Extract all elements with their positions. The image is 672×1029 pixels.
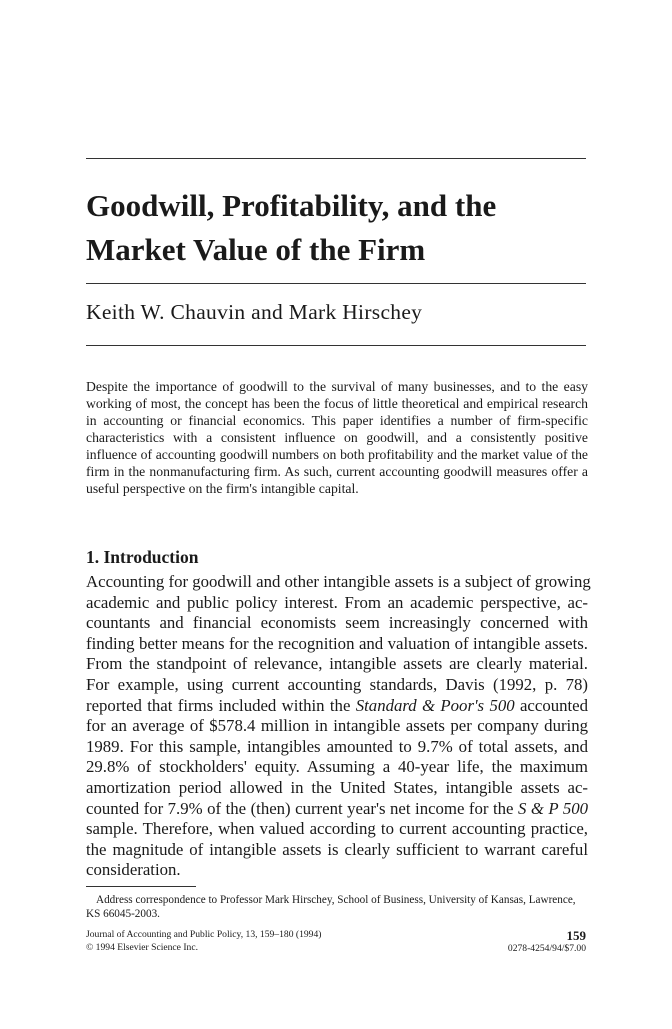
footnote: Address correspondence to Professor Mark Hirschey, School of Business, University of Kansas, Lawrence, KS 66045-2003. — [86, 894, 576, 920]
body-line: From the standpoint of relevance, intangible assets are clearly material. — [86, 654, 588, 674]
body-line: the magnitude of intangible assets is clearly sufficient to warrant careful — [86, 839, 588, 859]
introduction-body — [86, 572, 591, 881]
page-number: 159 — [566, 928, 586, 943]
body-line — [86, 696, 588, 717]
title-rule — [86, 283, 586, 284]
body-line: amortization period allowed in the United States, intangible assets ac- — [86, 777, 588, 797]
title-line-2: Market Value of the Firm — [86, 232, 426, 267]
top-rule — [86, 158, 586, 159]
title-line-1: Goodwill, Profitability, and the — [86, 188, 497, 223]
body-line — [86, 799, 588, 820]
body-text-segment: counted for 7.9% of the (then) current year's net income for the — [86, 798, 518, 818]
sp500-italic: S & P 500 — [517, 798, 588, 818]
copyright-line: © 1994 Elsevier Science Inc. — [86, 941, 198, 953]
article-title — [86, 184, 606, 272]
issn: 0278-4254/94/$7.00 — [507, 943, 586, 954]
body-line: 29.8% of stockholders' equity. Assuming a 40-year life, the maximum — [86, 757, 588, 777]
body-line: sample. Therefore, when valued according to current accounting practice, — [86, 819, 588, 839]
body-line: for an average of $578.4 million in intangible assets per company during — [86, 716, 588, 736]
body-line: consideration. — [86, 860, 181, 880]
body-line: For example, using current accounting standards, Davis (1992, p. 78) — [86, 674, 588, 694]
journal-citation — [86, 929, 321, 954]
body-line: academic and public policy interest. From an academic perspective, ac- — [86, 592, 588, 612]
abstract: Despite the importance of goodwill to the survival of many businesses, and to the easy working of most, the concept has been the focus of little theoretical and empirical research in accounting or financial economics. This paper identifies a number of firm-specific characteristics with a consistent influence on goodwill, and a consistently positive influence of accounting goodwill numbers on both profitability and the market value of the firm in the nonmanufacturing firm. As such, current accounting goodwill measures offer a useful perspective on the firm's intangible capital. — [86, 379, 588, 496]
footnote-rule — [86, 886, 196, 887]
body-text-segment: reported that firms included within the — [86, 695, 356, 715]
author-rule — [86, 345, 586, 346]
body-line: Accounting for goodwill and other intangible assets is a subject of growing — [86, 572, 591, 591]
body-line: 1989. For this sample, intangibles amounted to 9.7% of total assets, and — [86, 736, 588, 756]
body-text-segment: accounted — [514, 695, 588, 715]
sp500-italic: Standard & Poor's 500 — [355, 695, 515, 715]
body-line: finding better means for the recognition and valuation of intangible assets. — [86, 633, 588, 653]
authors: Keith W. Chauvin and Mark Hirschey — [86, 300, 423, 324]
section-heading-introduction: 1. Introduction — [86, 547, 199, 567]
journal-line: Journal of Accounting and Public Policy, 13, 159–180 (1994) — [86, 929, 322, 940]
body-line: countants and financial economists seem increasingly concerned with — [86, 613, 588, 633]
